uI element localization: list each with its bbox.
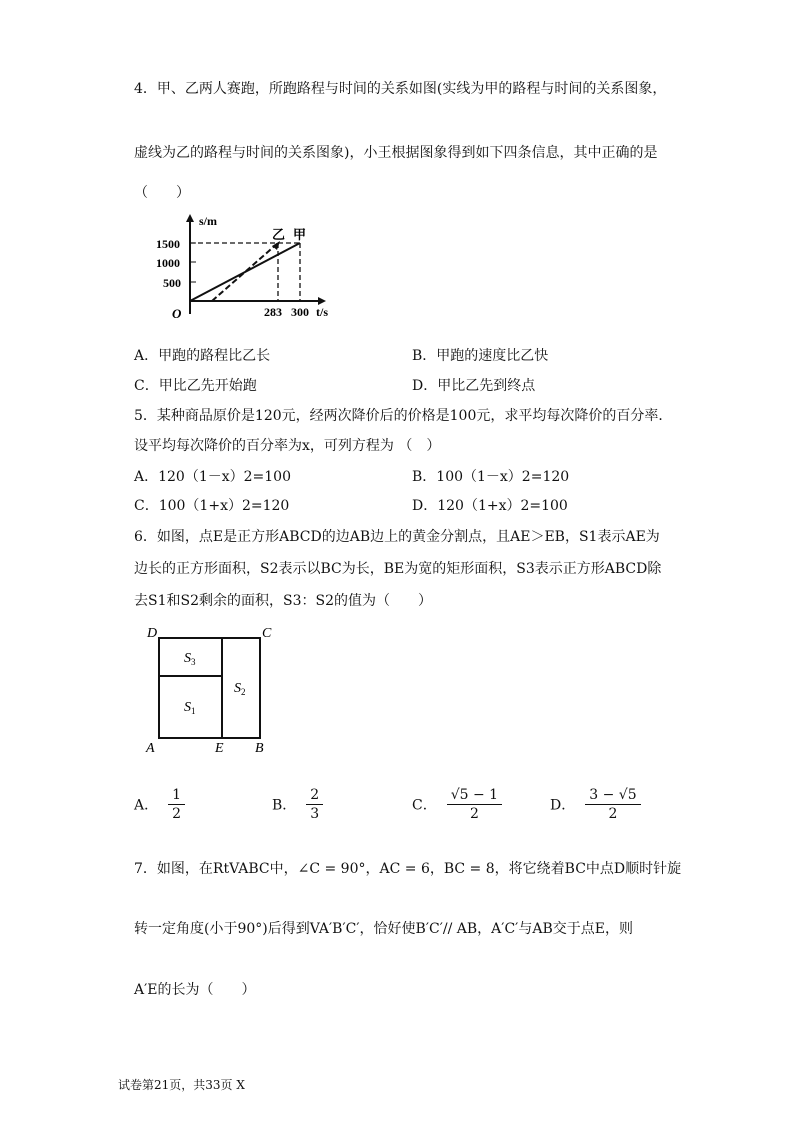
y-tick-1000: 1000 xyxy=(156,256,180,270)
vertex-b: B xyxy=(255,741,264,755)
fraction-numerator: √5 − 1 xyxy=(447,786,502,805)
vertex-e: E xyxy=(215,741,224,755)
x-tick-283: 283 xyxy=(264,305,282,319)
page-footer: 试卷第21页，共33页 X xyxy=(118,1078,245,1092)
q5-line-1: 5．某种商品原价是120元，经两次降价后的价格是100元，求平均每次降价的百分率． xyxy=(134,408,673,424)
q6-option-a-label: A． xyxy=(134,797,159,814)
origin-label: O xyxy=(172,306,182,321)
q7-line-1: 7．如图，在RtVABC中，∠C = 90°，AC = 6，BC = 8，将它绕着BC中点D顺时针旋 xyxy=(134,861,682,877)
q4-option-a[interactable]: A．甲跑的路程比乙长 xyxy=(134,348,271,364)
q5-option-d[interactable]: D．120（1+x）2=100 xyxy=(412,498,568,514)
q6-option-b-fraction xyxy=(306,786,323,823)
q6-option-c-label: C． xyxy=(412,797,437,814)
q4-option-c[interactable]: C．甲比乙先开始跑 xyxy=(134,378,257,394)
q6-option-b[interactable] xyxy=(272,786,323,823)
region-s3: $S_3$ xyxy=(184,651,196,667)
x-axis-label: t/s xyxy=(316,305,328,319)
region-s1: $S_1$ xyxy=(184,700,196,716)
q6-line-1: 6．如图，点E是正方形ABCD的边AB边上的黄金分割点，且AE＞EB，S1表示AE为 xyxy=(134,529,660,545)
y-axis-label: s/m xyxy=(199,214,217,228)
q7-line-2: 转一定角度(小于90°)后得到VA′B′C′，恰好使B′C′// AB，A′C′与AB交于点E，则 xyxy=(134,921,633,937)
vertex-d: D xyxy=(147,626,158,641)
vertex-c: C xyxy=(262,626,272,641)
q5-option-b[interactable]: B．100（1－x）2=120 xyxy=(412,469,570,485)
y-tick-1500: 1500 xyxy=(156,237,180,251)
label-jia: 甲 xyxy=(293,227,307,242)
fraction-denominator: 2 xyxy=(469,806,479,822)
fraction-numerator: 2 xyxy=(306,786,323,805)
q4-option-d[interactable]: D．甲比乙先到终点 xyxy=(412,378,536,394)
q6-option-a[interactable] xyxy=(134,786,185,823)
q5-line-2: 设平均每次降价的百分率为x，可列方程为 （ ） xyxy=(134,438,441,454)
label-yi: 乙 xyxy=(272,227,286,242)
jia-solid-line xyxy=(190,243,300,301)
q5-option-a[interactable]: A．120（1－x）2=100 xyxy=(134,469,291,485)
q4-option-b[interactable]: B．甲跑的速度比乙快 xyxy=(412,348,549,364)
x-tick-300: 300 xyxy=(291,305,309,319)
q6-option-d[interactable] xyxy=(550,786,641,823)
region-s2: $S_2$ xyxy=(234,681,246,697)
q6-line-2: 边长的正方形面积，S2表示以BC为长，BE为宽的矩形面积，S3表示正方形ABCD除 xyxy=(134,561,662,577)
fraction-numerator: 3 − √5 xyxy=(585,786,640,805)
q6-option-c-fraction xyxy=(447,786,502,823)
vertex-a: A xyxy=(146,741,155,755)
y-tick-500: 500 xyxy=(163,276,181,290)
q4-line-3: （ ） xyxy=(134,185,190,201)
fraction-denominator: 3 xyxy=(310,806,320,822)
q6-option-d-fraction xyxy=(585,786,640,823)
q5-option-c[interactable]: C．100（1+x）2=120 xyxy=(134,498,290,514)
golden-section-square-figure xyxy=(140,620,280,755)
q6-option-d-label: D． xyxy=(550,797,576,814)
fraction-denominator: 2 xyxy=(172,806,182,822)
q4-line-1: 4．甲、乙两人赛跑，所跑路程与时间的关系如图(实线为甲的路程与时间的关系图象， xyxy=(134,81,667,97)
q6-option-c[interactable] xyxy=(412,786,502,823)
fraction-denominator: 2 xyxy=(608,806,618,822)
q4-line-2: 虚线为乙的路程与时间的关系图象)，小王根据图象得到如下四条信息，其中正确的是 xyxy=(134,145,658,161)
q6-option-b-label: B． xyxy=(272,797,297,814)
q6-option-a-fraction xyxy=(168,786,185,823)
distance-time-graph xyxy=(148,208,348,323)
q6-line-3: 去S1和S2剩余的面积，S3：S2的值为（ ） xyxy=(134,593,432,609)
fraction-numerator: 1 xyxy=(168,786,185,805)
q7-line-3: A′E的长为（ ） xyxy=(134,982,256,998)
